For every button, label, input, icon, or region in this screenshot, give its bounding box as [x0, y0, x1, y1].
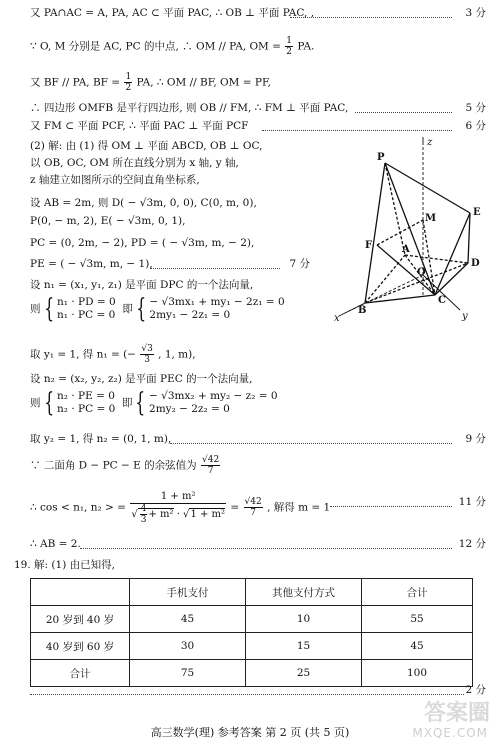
fraction-half: $\frac{1}{2}$ — [125, 72, 132, 93]
line-13: 设 n₁ = (x₁, y₁, z₁) 是平面 DPC 的一个法向量, — [30, 279, 254, 291]
score-6: 11 分 — [458, 496, 486, 508]
label-P: P — [377, 152, 385, 163]
score-8: 2 分 — [465, 684, 486, 696]
label-M: M — [425, 213, 437, 224]
table-row: 40 岁到 60 岁 30 15 45 — [31, 633, 473, 660]
line-18: 取 y₂ = 1, 得 n₂ = (0, 1, m), — [30, 433, 172, 445]
equation-system-1: 则 { n₁ · PD = 0 n₁ · PC = 0 即 { − √3mx₁ + my₁ − 2z₁ = 0 2my₁ − 2z₁ = 0 — [30, 294, 285, 324]
line-6: (2) 解: 由 (1) 得 OM ⊥ 平面 ABCD, OB ⊥ OC, — [30, 140, 263, 152]
score-5: 9 分 — [465, 433, 486, 445]
score-3: 6 分 — [465, 120, 486, 132]
line-21: ∴ AB = 2. — [30, 538, 81, 550]
problem-19-heading: 19. 解: (1) 由已知得, — [14, 559, 115, 571]
line-12: PE = ( − √3m, m, − 1), — [30, 258, 153, 270]
score-2: 5 分 — [465, 102, 486, 114]
label-x: x — [334, 313, 340, 324]
watermark-url: MXQE.COM — [412, 726, 488, 740]
line-4: ∴ 四边形 OMFB 是平行四边形, 则 OB // FM, ∴ FM ⊥ 平面 PAC, — [30, 102, 349, 114]
line-7: 以 OB, OC, OM 所在直线分别为 x 轴, y 轴, — [30, 157, 239, 169]
payment-table — [30, 578, 473, 687]
fraction-sqrt42: $\frac{√42}{7}$ — [244, 497, 262, 518]
label-F: F — [365, 240, 373, 251]
table-row: 20 岁到 40 岁 45 10 55 — [31, 606, 473, 633]
line-5: 又 FM ⊂ 平面 PCF, ∴ 平面 PAC ⊥ 平面 PCF — [30, 120, 249, 132]
geometry-figure — [325, 135, 485, 325]
line-11: PC = (0, 2m, − 2), PD = ( − √3m, m, − 2), — [30, 237, 255, 249]
line-10: P(0, − m, 2), E( − √3m, 0, 1), — [30, 215, 186, 227]
line-19: ∵ 二面角 D − PC − E 的余弦值为 $\frac{√42}{7}$ — [30, 455, 220, 476]
line-20: ∴ cos < n₁, n₂ > = 1 + m² √ $\frac{4}{3}$ + m² · √1 + m² = $\frac{√42}{7}$ , 解得 m = 1 — [30, 491, 331, 525]
page-footer: 高三数学(理) 参考答案 第 2 页 (共 5 页) — [150, 726, 350, 739]
score-1: 3 分 — [465, 7, 486, 19]
line-3: 又 BF // PA, BF = $\frac{1}{2}$ PA, ∴ OM // BF, OM = PF, — [30, 72, 271, 93]
label-y: y — [462, 311, 468, 322]
line-9: 设 AB = 2m, 则 D( − √3m, 0, 0), C(0, m, 0), — [30, 197, 257, 209]
fraction-sqrt42: $\frac{√42}{7}$ — [202, 455, 220, 476]
watermark-logo: 答案圈 — [423, 701, 490, 726]
score-7: 12 分 — [458, 538, 486, 550]
table-header-row: 手机支付 其他支付方式 合计 — [31, 579, 473, 606]
line-16: 设 n₂ = (x₂, y₂, z₂) 是平面 PEC 的一个法向量, — [30, 373, 253, 385]
label-A: A — [402, 244, 410, 255]
score-4: 7 分 — [289, 258, 310, 270]
fraction-sqrt3: $\frac{√3}{3}$ — [141, 344, 153, 365]
cos-fraction: 1 + m² √ $\frac{4}{3}$ + m² · √1 + m² — [131, 491, 226, 525]
table-row: 合计 75 25 100 — [31, 660, 473, 687]
line-1: 又 PA∩AC = A, PA, AC ⊂ 平面 PAC, ∴ OB ⊥ 平面 PAC, , — [30, 7, 315, 19]
label-C: C — [438, 295, 446, 306]
fraction-half: $\frac{1}{2}$ — [286, 36, 293, 57]
equation-system-2: 则 { n₂ · PE = 0 n₂ · PC = 0 即 { − √3mx₂ + my₂ − z₂ = 0 2my₂ − 2z₂ = 0 — [30, 388, 278, 418]
label-z: z — [427, 137, 433, 148]
label-E: E — [473, 207, 481, 218]
line-8: z 轴建立如图所示的空间直角坐标系, — [30, 174, 200, 186]
label-B: B — [358, 305, 367, 316]
label-D: D — [471, 258, 480, 269]
line-2: ∵ O, M 分别是 AC, PC 的中点, ∴ OM // PA, OM = $\frac{1}{2}$ PA. — [30, 36, 315, 57]
line-15: 取 y₁ = 1, 得 n₁ = (− $\frac{√3}{3}$ , 1, m), — [30, 344, 196, 365]
label-O: O — [417, 267, 426, 278]
